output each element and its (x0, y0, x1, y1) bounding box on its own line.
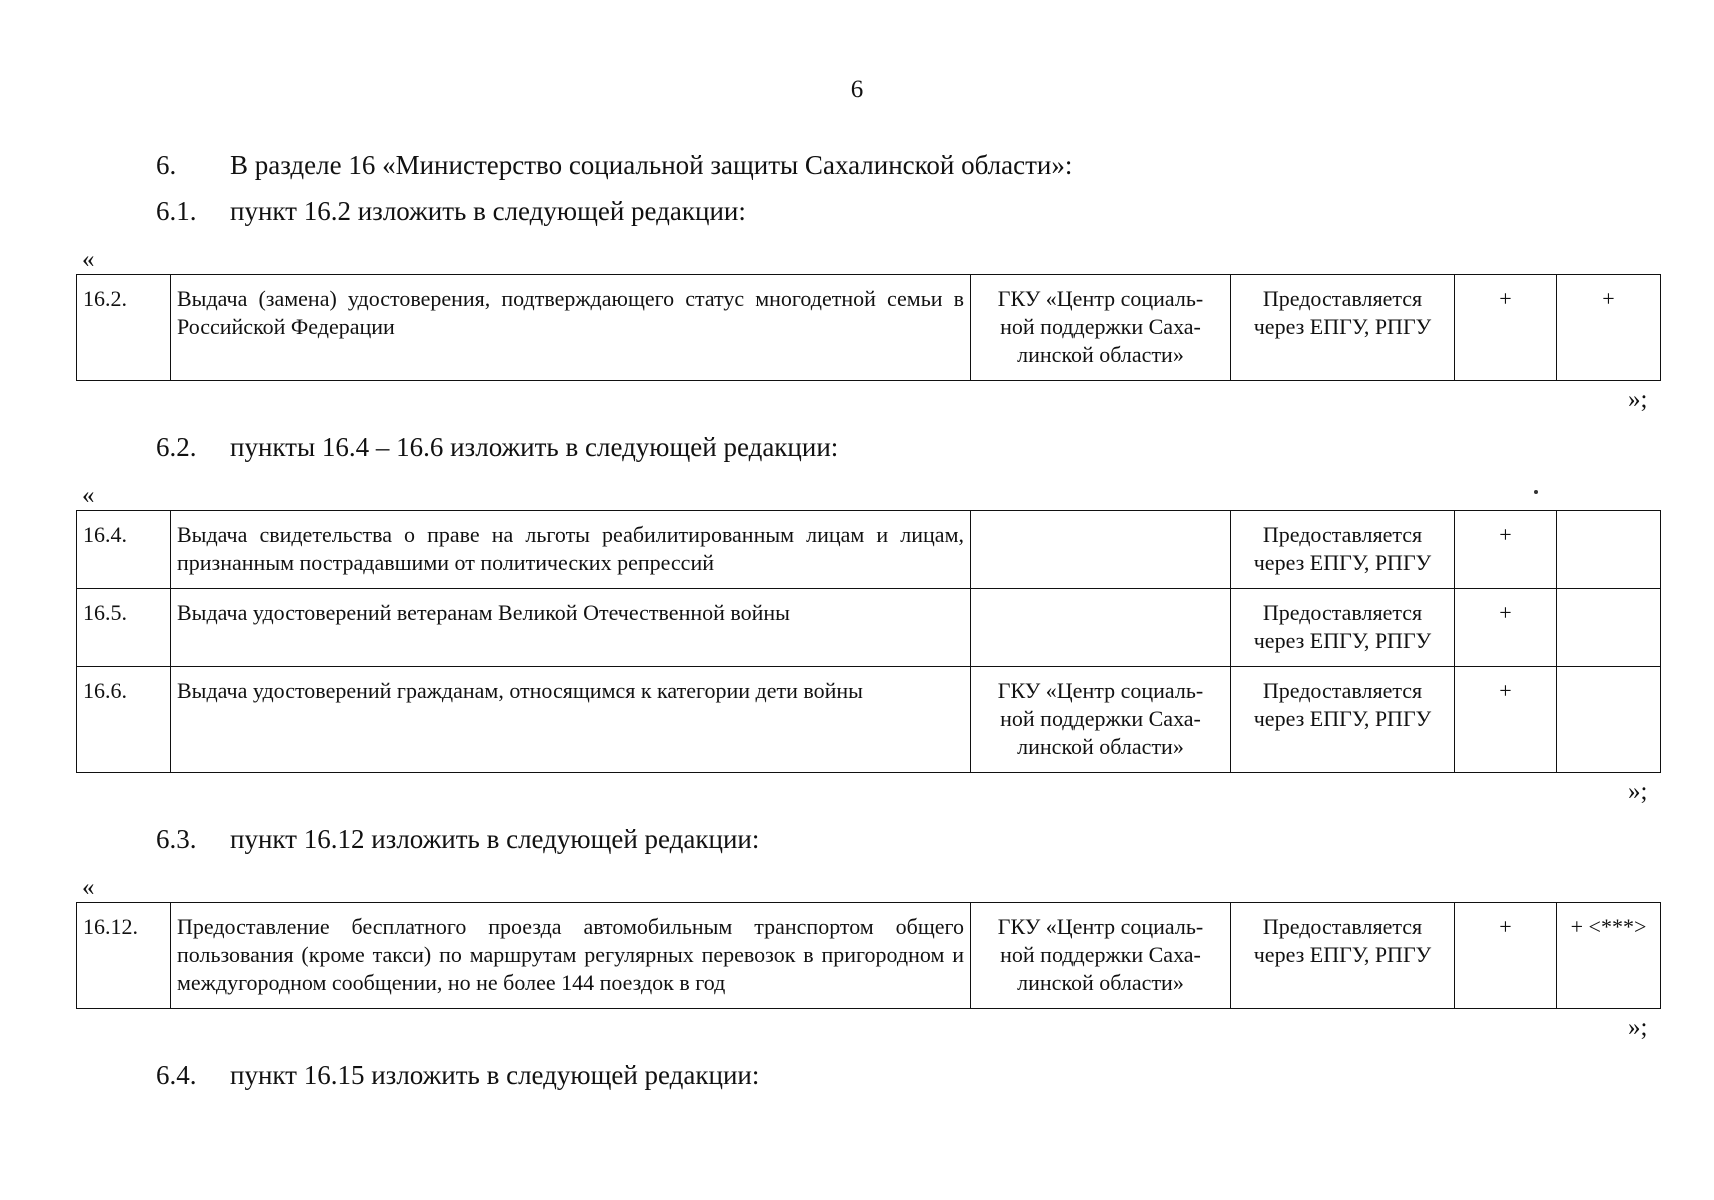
row-code: 16.4. (77, 511, 171, 589)
row-code: 16.5. (77, 589, 171, 667)
quote-open: « (82, 482, 95, 509)
quote-close: »; (1628, 1014, 1648, 1041)
row-plus-2 (1557, 589, 1661, 667)
row-org: ГКУ «Центр социаль- ной поддержки Саха- линской области» (971, 275, 1231, 381)
row-epgu: Предоставляется через ЕПГУ, РПГУ (1231, 589, 1455, 667)
row-code: 16.2. (77, 275, 171, 381)
table-row (77, 589, 1661, 667)
item-text: пункт 16.2 изложить в следующей редакции: (230, 196, 746, 226)
row-code: 16.6. (77, 667, 171, 773)
row-epgu: Предоставляется через ЕПГУ, РПГУ (1231, 511, 1455, 589)
quote-close: »; (1628, 778, 1648, 805)
row-plus-2 (1557, 667, 1661, 773)
item-text: пункт 16.12 изложить в следующей редакции: (230, 824, 760, 854)
row-org (971, 589, 1231, 667)
page-number: 6 (850, 76, 864, 103)
table-row (77, 275, 1661, 381)
item-number: 6.1. (156, 196, 197, 226)
row-epgu: Предоставляется через ЕПГУ, РПГУ (1231, 275, 1455, 381)
row-name: Выдача удостоверений гражданам, относящимся к категории дети войны (171, 667, 971, 773)
table-16-4-16-6 (76, 510, 1661, 773)
item-6-1 (156, 196, 746, 227)
row-name: Предоставление бесплатного проезда автомобильным транспортом общего пользования (кроме такси) по маршрутам регулярных перевозок в пригородном и междугородном сообщении, но не более 144 поездок в год (171, 903, 971, 1009)
table-row (77, 903, 1661, 1009)
row-name: Выдача удостоверений ветеранам Великой Отечественной войны (171, 589, 971, 667)
item-text: пункт 16.15 изложить в следующей редакции: (230, 1060, 760, 1090)
section-heading (156, 150, 1072, 181)
section-text: В разделе 16 «Министерство социальной защиты Сахалинской области»: (230, 150, 1073, 180)
row-org: ГКУ «Центр социаль- ной поддержки Саха- линской области» (971, 667, 1231, 773)
row-plus-1: + (1455, 903, 1557, 1009)
item-6-2 (156, 432, 838, 463)
row-name: Выдача (замена) удостоверения, подтверждающего статус многодетной семьи в Российской Федерации (171, 275, 971, 381)
row-name: Выдача свидетельства о праве на льготы реабилитированным лицам и лицам, признанным пострадавшими от политических репрессий (171, 511, 971, 589)
table-row (77, 667, 1661, 773)
table-16-2 (76, 274, 1661, 381)
quote-open: « (82, 874, 95, 901)
item-6-4 (156, 1060, 759, 1091)
row-code: 16.12. (77, 903, 171, 1009)
row-org (971, 511, 1231, 589)
item-6-3 (156, 824, 759, 855)
row-plus-1: + (1455, 667, 1557, 773)
item-number: 6.4. (156, 1060, 197, 1090)
row-epgu: Предоставляется через ЕПГУ, РПГУ (1231, 903, 1455, 1009)
scan-speck (1534, 490, 1538, 494)
row-org: ГКУ «Центр социаль- ной поддержки Саха- линской области» (971, 903, 1231, 1009)
row-plus-2: + <***> (1557, 903, 1661, 1009)
row-plus-2 (1557, 511, 1661, 589)
row-plus-1: + (1455, 275, 1557, 381)
item-text: пункты 16.4 – 16.6 изложить в следующей редакции: (230, 432, 839, 462)
table-row (77, 511, 1661, 589)
row-plus-2: + (1557, 275, 1661, 381)
section-number: 6. (156, 150, 177, 180)
table-16-12 (76, 902, 1661, 1009)
row-plus-1: + (1455, 589, 1557, 667)
row-epgu: Предоставляется через ЕПГУ, РПГУ (1231, 667, 1455, 773)
item-number: 6.3. (156, 824, 197, 854)
quote-open: « (82, 246, 95, 273)
quote-close: »; (1628, 386, 1648, 413)
item-number: 6.2. (156, 432, 197, 462)
row-plus-1: + (1455, 511, 1557, 589)
